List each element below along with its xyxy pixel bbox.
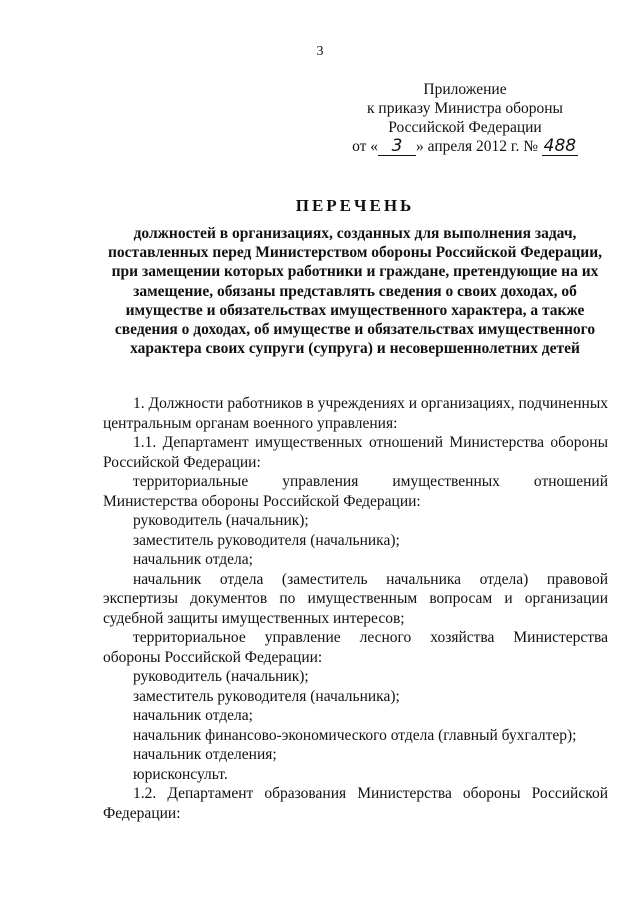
appendix-line-3: Российской Федерации	[388, 119, 542, 136]
date-day-handwritten: 3	[378, 138, 416, 156]
paragraph: начальник отдела;	[133, 707, 253, 724]
page-number: 3	[316, 44, 324, 59]
appendix-line-1: Приложение	[423, 81, 507, 98]
paragraph: начальник отделения;	[133, 746, 277, 763]
order-number-handwritten: 488	[543, 136, 577, 156]
appendix-date-line	[340, 137, 590, 156]
paragraph: 1. Должности работников в учреждениях и организациях, подчиненных центральным органам военного управления:	[103, 395, 608, 432]
title-text: должностей в организациях, созданных для выполнения задач, поставленных перед Министерством обороны Российской Федерации, при замещении которых работники и граждане, претендующие на их замещение, обязаны представлять сведения о своих доходах, об имуществе и обязательствах имущественного характера, а также сведения о доходах, об имуществе и обязательствах имущественного характера своих супруги (супруга) и несовершеннолетних детей	[107, 225, 602, 358]
title-heading: ПЕРЕЧЕНЬ	[295, 196, 415, 215]
paragraph: руководитель (начальник);	[133, 668, 309, 685]
paragraph: руководитель (начальник);	[133, 512, 309, 529]
paragraph: территориальные управления имущественных отношений Министерства обороны Российской Федерации:	[103, 473, 608, 510]
date-middle: » апреля 2012 г. №	[416, 138, 539, 155]
paragraph: 1.2. Департамент образования Министерства обороны Российской Федерации:	[103, 785, 608, 822]
date-prefix: от «	[352, 138, 379, 155]
paragraph: начальник отдела (заместитель начальника отдела) правовой экспертизы документов по имущественным вопросам и организации судебной защиты имущественных интересов;	[103, 570, 608, 627]
paragraph: начальник финансово-экономического отдела (главный бухгалтер);	[133, 726, 577, 744]
paragraph: юрисконсульт.	[133, 765, 228, 783]
appendix-header	[340, 80, 590, 156]
paragraph: начальник отдела;	[133, 551, 253, 568]
document-body	[103, 394, 608, 823]
paragraph: заместитель руководителя (начальника);	[133, 687, 400, 705]
document-title	[100, 196, 610, 358]
paragraph: заместитель руководителя (начальника);	[133, 531, 400, 549]
paragraph: территориальное управление лесного хозяйства Министерства обороны Российской Федерации:	[103, 629, 608, 666]
appendix-line-2: к приказу Министра обороны	[367, 100, 563, 117]
paragraph: 1.1. Департамент имущественных отношений Министерства обороны Российской Федерации:	[103, 434, 608, 471]
